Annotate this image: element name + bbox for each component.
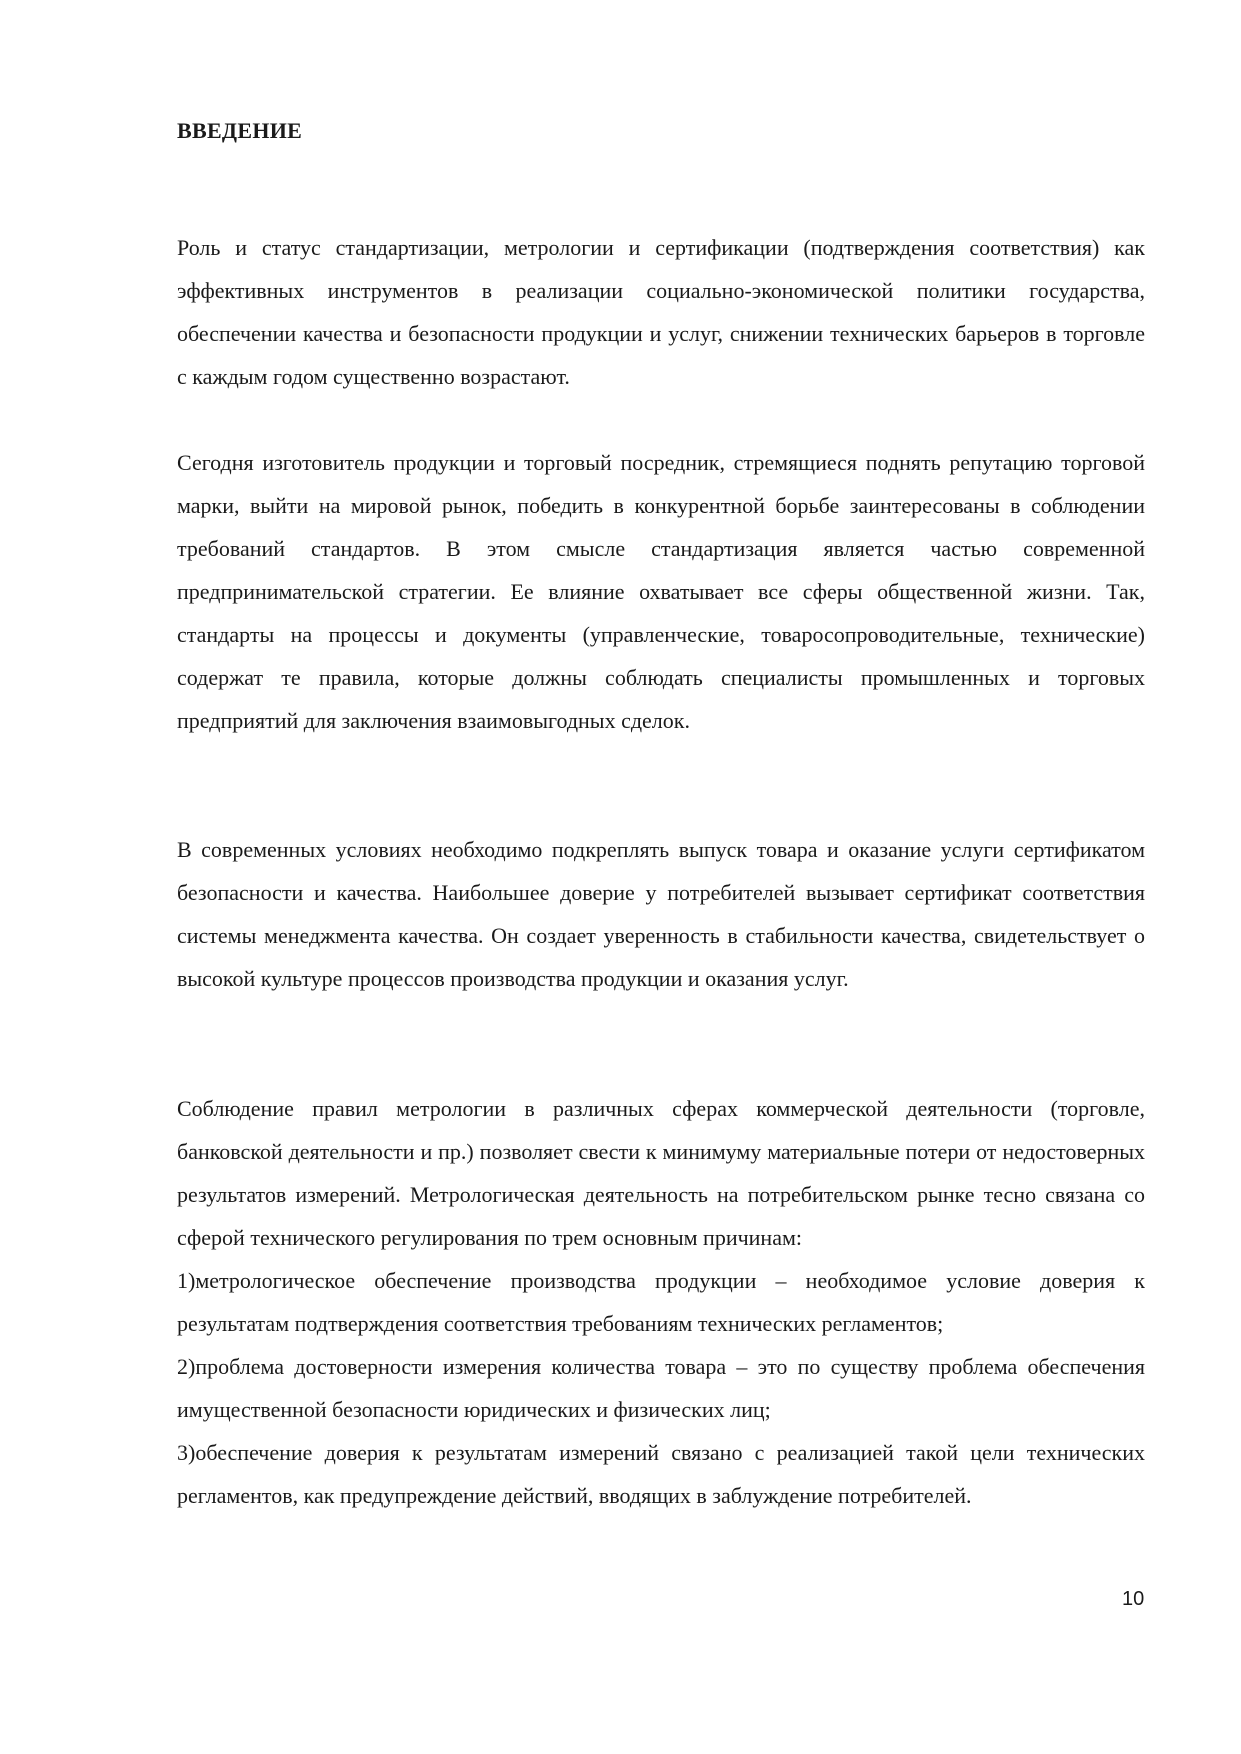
paragraph-4: Соблюдение правил метрологии в различных сферах коммерческой деятельности (торговле, банковской деятельности и пр.) позволяет свести к минимуму материальные потери от недостоверных результатов измерений. Метрологическая деятельность на потребительском рынке тесно связана со сферой технического регулирования по трем основным причинам: [177, 1096, 1145, 1250]
paragraph-4-block [177, 1087, 1145, 1517]
list-item-2: 2)проблема достоверности измерения количества товара – это по существу проблема обеспечения имущественной безопасности юридических и физических лиц; [177, 1354, 1145, 1422]
paragraph-1: Роль и статус стандартизации, метрологии и сертификации (подтверждения соответствия) как эффективных инструментов в реализации социально-экономической политики государства, обеспечении качества и безопасности продукции и услуг, снижении технических барьеров в торговле с каждым годом существенно возрастают. [177, 235, 1145, 389]
section-heading: ВВЕДЕНИЕ [177, 118, 303, 143]
paragraph-3: В современных условиях необходимо подкреплять выпуск товара и оказание услуги сертификатом безопасности и качества. Наибольшее доверие у потребителей вызывает сертификат соответствия системы менеджмента качества. Он создает уверенность в стабильности качества, свидетельствует о высокой культуре процессов производства продукции и оказания услуг. [177, 837, 1145, 991]
paragraph-2: Сегодня изготовитель продукции и торговый посредник, стремящиеся поднять репутацию торговой марки, выйти на мировой рынок, победить в конкурентной борьбе заинтересованы в соблюдении требований стандартов. В этом смысле стандартизация является частью современной предпринимательской стратегии. Ее влияние охватывает все сферы общественной жизни. Так, стандарты на процессы и документы (управленческие, товаросопроводительные, технические) содержат те правила, которые должны соблюдать специалисты промышленных и торговых предприятий для заключения взаимовыгодных сделок. [177, 450, 1145, 733]
page-number: 10 [1122, 1588, 1145, 1610]
list-item-1: 1)метрологическое обеспечение производства продукции – необходимое условие доверия к результатам подтверждения соответствия требованиям технических регламентов; [177, 1268, 1145, 1336]
list-item-3: 3)обеспечение доверия к результатам измерений связано с реализацией такой цели технических регламентов, как предупреждение действий, вводящих в заблуждение потребителей. [177, 1440, 1145, 1508]
